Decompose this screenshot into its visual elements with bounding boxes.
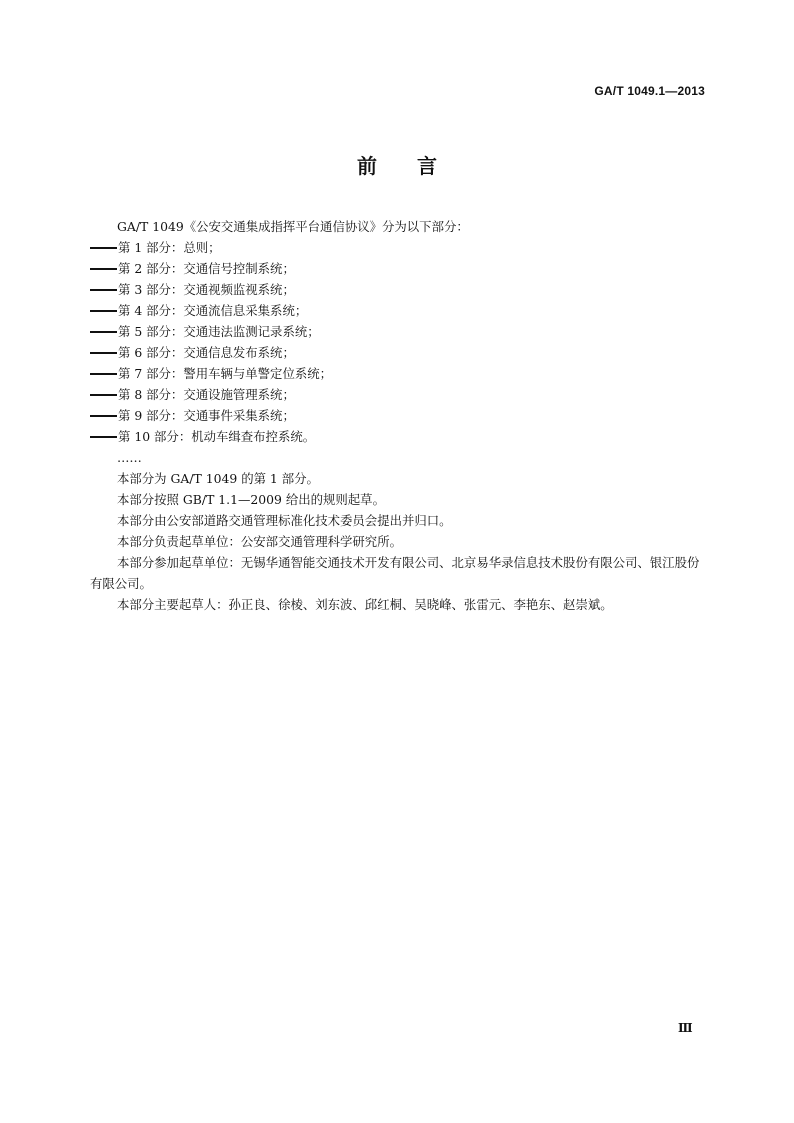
list-item	[90, 426, 710, 447]
title-char-right: 言	[417, 154, 437, 178]
list-item-text: 第 9 部分：交通事件采集系统；	[118, 408, 295, 423]
standard-code: GA/T 1049.1—2013	[594, 84, 705, 98]
ellipsis: ……	[117, 450, 142, 465]
list-item-text: 第 2 部分：交通信号控制系统；	[118, 261, 295, 276]
responsible-unit-statement: 本部分负责起草单位：公安部交通管理科学研究所。	[117, 534, 402, 549]
list-item-text: 第 8 部分：交通设施管理系统；	[118, 387, 295, 402]
dash-marker	[90, 436, 117, 438]
list-item-text: 第 6 部分：交通信息发布系统；	[118, 345, 295, 360]
list-item	[90, 258, 710, 279]
list-item	[90, 363, 710, 384]
foreword-body	[90, 216, 710, 615]
part-of-statement: 本部分为 GA/T 1049 的第 1 部分。	[117, 471, 319, 486]
dash-marker	[90, 415, 117, 417]
page-title	[0, 150, 794, 179]
dash-marker	[90, 310, 117, 312]
dash-marker	[90, 247, 117, 249]
list-item	[90, 384, 710, 405]
list-item-text: 第 3 部分：交通视频监视系统；	[118, 282, 295, 297]
page-number: Ⅲ	[678, 1021, 693, 1035]
list-item	[90, 279, 710, 300]
list-item	[90, 342, 710, 363]
list-item-text: 第 5 部分：交通违法监测记录系统；	[118, 324, 320, 339]
list-item	[90, 405, 710, 426]
list-item	[90, 300, 710, 321]
list-item-text: 第 4 部分：交通流信息采集系统；	[118, 303, 308, 318]
dash-marker	[90, 352, 117, 354]
intro-paragraph: GA/T 1049《公安交通集成指挥平台通信协议》分为以下部分：	[117, 219, 469, 234]
proposer-statement: 本部分由公安部道路交通管理标准化技术委员会提出并归口。	[117, 513, 452, 528]
title-char-left: 前	[357, 154, 377, 178]
dash-marker	[90, 373, 117, 375]
drafters-statement: 本部分主要起草人：孙正良、徐棱、刘东波、邱红桐、吴晓峰、张雷元、李艳东、赵崇斌。	[117, 597, 613, 612]
list-item	[90, 321, 710, 342]
list-item-text: 第 10 部分：机动车缉查布控系统。	[118, 429, 316, 444]
parts-list	[90, 237, 710, 447]
dash-marker	[90, 289, 117, 291]
dash-marker	[90, 394, 117, 396]
list-item	[90, 237, 710, 258]
list-item-text: 第 7 部分：警用车辆与单警定位系统；	[118, 366, 333, 381]
drafting-rules-statement: 本部分按照 GB/T 1.1—2009 给出的规则起草。	[117, 492, 385, 507]
participating-units-statement: 本部分参加起草单位：无锡华通智能交通技术开发有限公司、北京易华录信息技术股份有限公司、银江股份有限公司。	[90, 555, 700, 591]
dash-marker	[90, 331, 117, 333]
dash-marker	[90, 268, 117, 270]
list-item-text: 第 1 部分：总则；	[118, 240, 221, 255]
